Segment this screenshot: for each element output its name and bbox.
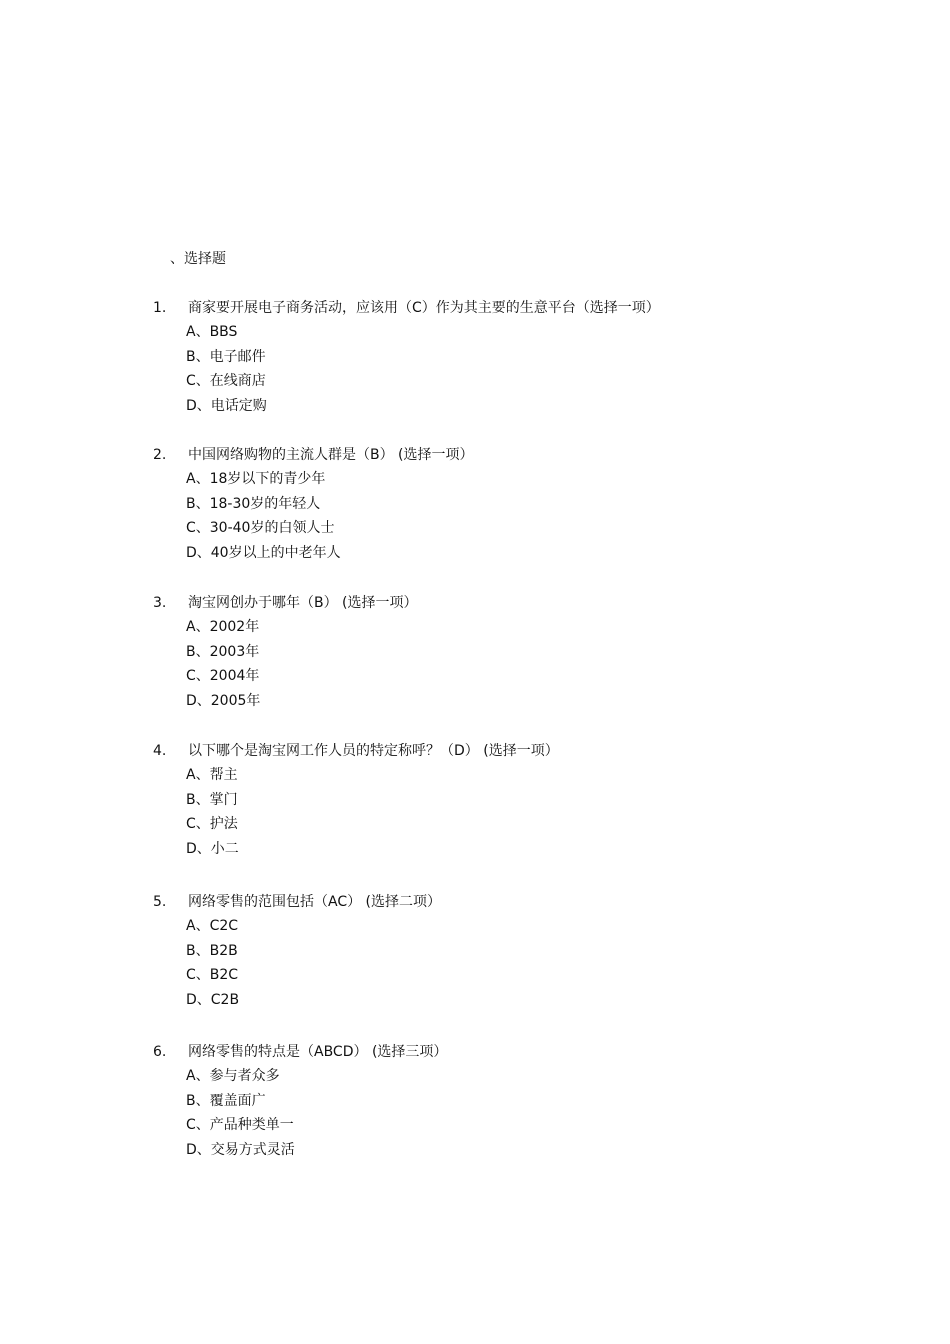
option-b: B、电子邮件 [186,348,266,365]
option-list [153,320,773,418]
option-d: D、2005年 [186,692,261,709]
option-c: C、30-40岁的白领人士 [186,520,335,536]
option-b: B、18-30岁的年轻人 [186,495,321,512]
option-a: A、帮主 [186,767,238,783]
option-list [153,1064,773,1162]
question-text: 网络零售的范围包括（AC） (选择二项） [188,894,442,910]
question-number: 1. [153,300,167,316]
option-a: A、BBS [186,324,238,340]
option-c: C、护法 [186,816,238,832]
option-c: C、产品种类单一 [186,1117,294,1133]
option-b: B、2003年 [186,643,260,660]
option-c: C、在线商店 [186,373,266,389]
question-4 [153,739,773,861]
option-d: D、小二 [186,840,239,857]
question-number: 3. [153,595,167,611]
question-stem [153,443,773,467]
option-b: B、覆盖面广 [186,1092,266,1109]
option-list [153,914,773,1012]
option-c: C、B2C [186,967,239,983]
question-number: 4. [153,743,167,759]
question-6 [153,1040,773,1162]
question-number: 6. [153,1044,167,1060]
section-title: 、选择题 [170,251,226,267]
question-text: 淘宝网创办于哪年（B） (选择一项） [188,595,418,611]
question-stem [153,890,773,914]
option-a: A、C2C [186,918,239,934]
option-d: D、电话定购 [186,397,267,414]
question-stem [153,739,773,763]
question-2 [153,443,773,565]
option-b: B、B2B [186,942,238,959]
question-text: 商家要开展电子商务活动，应该用（C）作为其主要的生意平台（选择一项） [188,300,660,316]
option-list [153,615,773,713]
question-3 [153,591,773,713]
option-c: C、2004年 [186,668,260,684]
question-5 [153,890,773,1012]
question-stem [153,296,773,320]
question-number: 2. [153,447,167,463]
option-b: B、掌门 [186,791,238,808]
question-stem [153,591,773,615]
option-a: A、参与者众多 [186,1068,280,1084]
option-list [153,763,773,861]
option-d: D、交易方式灵活 [186,1141,295,1158]
question-number: 5. [153,894,167,910]
option-a: A、18岁以下的青少年 [186,471,326,487]
question-1 [153,296,773,418]
question-text: 以下哪个是淘宝网工作人员的特定称呼？（D） (选择一项） [188,743,559,759]
option-list [153,467,773,565]
question-text: 中国网络购物的主流人群是（B） (选择一项） [188,447,474,463]
option-d: D、40岁以上的中老年人 [186,544,341,561]
option-d: D、C2B [186,991,240,1008]
question-text: 网络零售的特点是（ABCD） (选择三项） [188,1044,448,1060]
question-stem [153,1040,773,1064]
option-a: A、2002年 [186,619,260,635]
